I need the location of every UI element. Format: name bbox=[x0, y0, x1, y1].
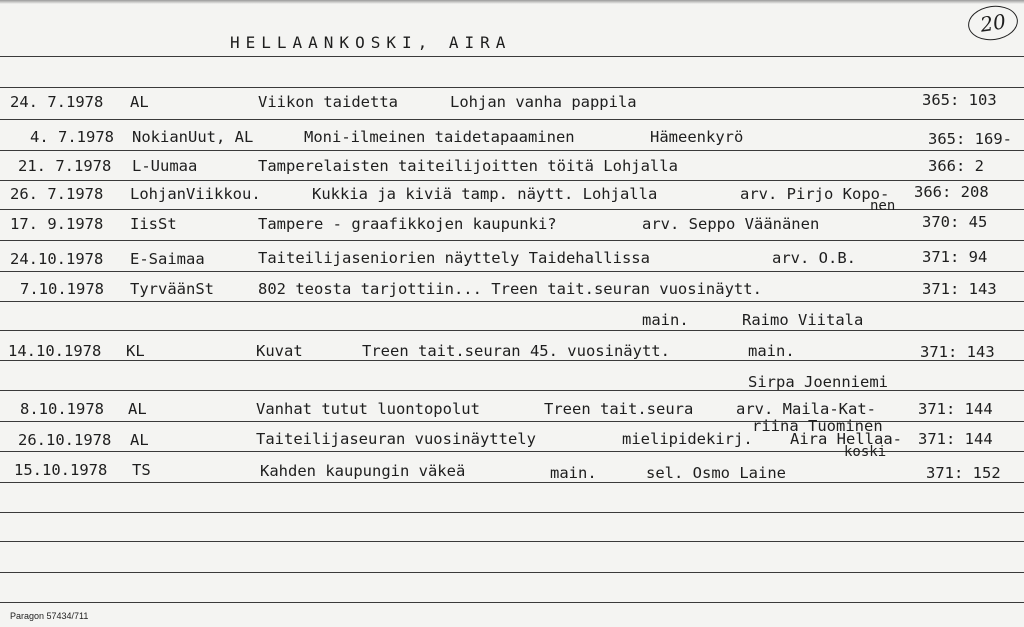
entry-title: Kukkia ja kiviä tamp. näytt. Lohjalla bbox=[312, 185, 658, 203]
entry-ref: 366: 208 bbox=[914, 183, 989, 201]
entry-reviewer-cont: riina Tuominen bbox=[752, 417, 883, 435]
entry-credit-label: main. bbox=[748, 342, 795, 360]
entry-source: AL bbox=[128, 400, 147, 418]
rule-line bbox=[0, 180, 1024, 181]
entry-credit-label: main. bbox=[550, 464, 597, 482]
card-title: HELLAANKOSKI, AIRA bbox=[230, 33, 512, 52]
page-number-mark bbox=[966, 3, 1020, 44]
entry-author: Aira Hellaa- bbox=[790, 430, 902, 448]
entry-ref: 370: 45 bbox=[922, 213, 988, 231]
entry-reviewer: arv. O.B. bbox=[772, 249, 856, 267]
printer-mark: Paragon 57434/711 bbox=[10, 611, 89, 621]
entry-date: 7.10.1978 bbox=[20, 280, 104, 298]
entry-ref: 371: 143 bbox=[922, 280, 997, 298]
entry-reviewer: arv. Maila-Kat- bbox=[736, 400, 876, 418]
rule-line bbox=[0, 360, 1024, 361]
entry-title: Viikon taidetta bbox=[258, 93, 398, 111]
entry-title: Kahden kaupungin väkeä bbox=[260, 462, 466, 480]
rule-line bbox=[0, 330, 1024, 331]
entry-ref: 371: 144 bbox=[918, 400, 993, 418]
entry-title: Vanhat tutut luontopolut bbox=[256, 400, 480, 418]
rule-line bbox=[0, 512, 1024, 513]
rule-line bbox=[0, 482, 1024, 483]
entry-source: LohjanViikkou. bbox=[130, 185, 261, 203]
entry-date: 26.10.1978 bbox=[18, 431, 112, 449]
rule-line bbox=[0, 301, 1024, 302]
entry-date: 26. 7.1978 bbox=[10, 185, 104, 203]
entry-date: 21. 7.1978 bbox=[18, 157, 112, 175]
entry-date: 8.10.1978 bbox=[20, 400, 104, 418]
entry-reviewer: arv. Pirjo Kopo- bbox=[740, 185, 890, 203]
entry-ref: 365: 103 bbox=[922, 91, 997, 109]
entry-source: E-Saimaa bbox=[130, 250, 205, 268]
entry-title: Taiteilijaseniorien näyttely Taidehallissa bbox=[258, 249, 650, 267]
entry-date: 15.10.1978 bbox=[14, 461, 108, 479]
rule-line bbox=[0, 87, 1024, 88]
entry-source: L-Uumaa bbox=[132, 157, 198, 175]
entry-credit-name: Raimo Viitala bbox=[742, 311, 864, 329]
entry-title: Taiteilijaseuran vuosinäyttely bbox=[256, 430, 536, 448]
entry-title: Moni-ilmeinen taidetapaaminen bbox=[304, 128, 575, 146]
entry-title: Tampere - graafikkojen kaupunki? bbox=[258, 215, 557, 233]
entry-note: Hämeenkyrö bbox=[650, 128, 744, 146]
entry-ref: 371: 94 bbox=[922, 248, 988, 266]
page-number: 20 bbox=[978, 9, 1008, 37]
rule-line bbox=[0, 271, 1024, 272]
entry-source: KL bbox=[126, 342, 145, 360]
rule-line bbox=[0, 240, 1024, 241]
rule-line bbox=[0, 56, 1024, 57]
entry-ref: 365: 169- bbox=[928, 130, 1012, 148]
entry-title: 802 teosta tarjottiin... Treen tait.seuran vuosinäytt. bbox=[258, 280, 762, 298]
rule-line bbox=[0, 119, 1024, 120]
entry-source: AL bbox=[130, 93, 149, 111]
entry-source: NokianUut, AL bbox=[132, 128, 254, 146]
entry-title: Kuvat bbox=[256, 342, 303, 360]
entry-ref: 366: 2 bbox=[928, 157, 984, 175]
entry-title: Tamperelaisten taiteilijoitten töitä Lohjalla bbox=[258, 157, 678, 175]
entry-source: AL bbox=[130, 431, 149, 449]
entry-note: mielipidekirj. bbox=[622, 430, 753, 448]
entry-date: 4. 7.1978 bbox=[30, 128, 114, 146]
entry-author-cont: koski bbox=[844, 444, 887, 460]
entry-date: 24. 7.1978 bbox=[10, 93, 104, 111]
entry-reviewer-cont: nen bbox=[870, 198, 896, 214]
entry-credit-name: sel. Osmo Laine bbox=[646, 464, 786, 482]
entry-note: Treen tait.seuran 45. vuosinäytt. bbox=[362, 342, 670, 360]
entry-date: 17. 9.1978 bbox=[10, 215, 104, 233]
entry-source: IisSt bbox=[130, 215, 177, 233]
entry-note: Treen tait.seura bbox=[544, 400, 694, 418]
card-top-edge bbox=[0, 0, 1024, 4]
entry-date: 14.10.1978 bbox=[8, 342, 102, 360]
entry-date: 24.10.1978 bbox=[10, 250, 104, 268]
entry-ref: 371: 143 bbox=[920, 343, 995, 361]
rule-line bbox=[0, 602, 1024, 603]
rule-line bbox=[0, 541, 1024, 542]
entry-note: Lohjan vanha pappila bbox=[450, 93, 637, 111]
rule-line bbox=[0, 150, 1024, 151]
entry-credit-name: Sirpa Joenniemi bbox=[748, 373, 888, 391]
entry-source: TyrväänSt bbox=[130, 280, 214, 298]
entry-reviewer: arv. Seppo Väänänen bbox=[642, 215, 820, 233]
entry-credit-label: main. bbox=[642, 311, 689, 329]
entry-ref: 371: 144 bbox=[918, 430, 993, 448]
entry-ref: 371: 152 bbox=[926, 464, 1001, 482]
entry-source: TS bbox=[132, 461, 151, 479]
rule-line bbox=[0, 572, 1024, 573]
